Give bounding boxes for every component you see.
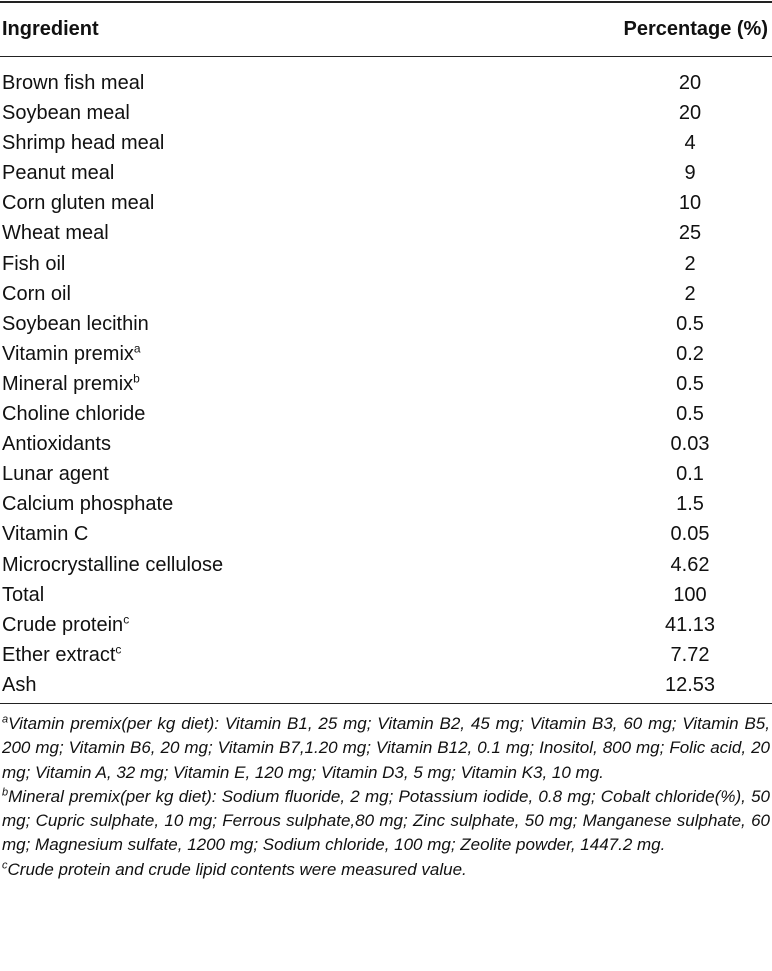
ingredient-name: Corn oil <box>2 282 71 305</box>
ingredient-name: Soybean meal <box>2 102 130 125</box>
table-row <box>0 610 772 640</box>
footnote-text: Crude protein and crude lipid contents were measured value. <box>7 859 467 879</box>
percentage-value: 0.5 <box>676 372 704 395</box>
table-row <box>0 218 772 248</box>
percentage-value: 2 <box>684 252 696 275</box>
ingredient-name: Vitamin premix$^a$ <box>2 341 141 365</box>
table-row <box>0 128 772 158</box>
percentage-value: 20 <box>678 102 702 125</box>
footnote-mark: b <box>2 786 9 799</box>
footnote-marker: b <box>133 371 140 386</box>
percentage-value: 41.13 <box>664 613 716 636</box>
percentage-value: 0.5 <box>676 312 704 335</box>
ingredient-name: Ether extract$^c$ <box>2 642 122 666</box>
ingredient-name: Antioxidants <box>2 433 111 456</box>
footnote-text: Mineral premix(per kg diet): Sodium fluoride, 2 mg; Potassium iodide, 0.8 mg; Cobalt chloride(%), 50 mg; Cupric sulphate, 10 mg; Ferrous sulphate,80 mg; Zinc sulphate, 50 mg; Manganese sulphate, 60 mg; Magnesium sulfate, 1200 mg; Sodium chloride, 100 mg; Zeolite powder, 1447.2 mg. <box>2 786 770 855</box>
ingredient-name: Microcrystalline cellulose <box>2 553 224 576</box>
footnote-marker: a <box>133 341 141 356</box>
ingredient-name: Ash <box>2 673 37 696</box>
percentage-value: 7.72 <box>670 643 710 666</box>
table-row <box>0 68 772 98</box>
table-row <box>0 279 772 309</box>
percentage-value: 1.5 <box>676 493 704 516</box>
ingredient-name: Calcium phosphate <box>2 493 174 516</box>
percentage-value: 20 <box>678 72 702 94</box>
percentage-value: 0.05 <box>670 523 710 546</box>
ingredient-name: Choline chloride <box>2 403 146 426</box>
table-body <box>0 68 772 700</box>
table-row <box>0 188 772 218</box>
ingredient-name: Lunar agent <box>2 463 109 486</box>
table-top-rule <box>0 1 772 3</box>
table-row <box>0 640 772 670</box>
percentage-value: 2 <box>684 282 696 305</box>
percentage-value: 10 <box>678 192 702 215</box>
ingredient-name: Corn gluten meal <box>2 192 155 215</box>
footnotes <box>2 712 770 882</box>
table-bottom-rule <box>0 703 772 704</box>
ingredient-name: Mineral premix$^b$ <box>2 371 140 395</box>
table-row <box>0 339 772 369</box>
ingredient-name: Vitamin C <box>2 523 89 546</box>
footnote-a <box>2 712 770 785</box>
ingredient-name: Wheat meal <box>2 222 109 245</box>
percentage-value: 9 <box>684 162 696 185</box>
percentage-value: 4 <box>684 132 696 155</box>
footnote-b <box>2 785 770 858</box>
table-row <box>0 369 772 399</box>
ingredient-name: Fish oil <box>2 252 66 275</box>
table-row <box>0 580 772 610</box>
header-percentage: Percentage (%) <box>623 18 768 40</box>
percentage-value: 0.5 <box>676 403 704 426</box>
table-row <box>0 158 772 188</box>
table-row <box>0 550 772 580</box>
header-ingredient: Ingredient <box>2 18 99 40</box>
ingredient-name: Brown fish meal <box>2 72 145 94</box>
percentage-value: 4.62 <box>670 553 710 576</box>
table-row <box>0 429 772 459</box>
table-row <box>0 670 772 700</box>
ingredient-name: Total <box>2 583 45 606</box>
percentage-value: 25 <box>678 222 702 245</box>
ingredient-name: Crude protein$^c$ <box>2 612 130 636</box>
table-row <box>0 249 772 279</box>
percentage-value: 0.2 <box>676 342 704 365</box>
table-row <box>0 519 772 549</box>
footnote-text: Vitamin premix(per kg diet): Vitamin B1, 25 mg; Vitamin B2, 45 mg; Vitamin B3, 60 mg; Vitamin B5, 200 mg; Vitamin B6, 20 mg; Vitamin B7,1.20 mg; Vitamin B12, 0.1 mg; Inositol, 800 mg; Folic acid, 20 mg; Vitamin A, 32 mg; Vitamin E, 120 mg; Vitamin D3, 5 mg; Vitamin K3, 10 mg. <box>2 714 770 782</box>
footnote-c <box>2 858 770 882</box>
ingredient-name: Soybean lecithin <box>2 312 149 335</box>
table-row <box>0 459 772 489</box>
table-header-rule <box>0 56 772 57</box>
percentage-value: 0.1 <box>676 463 704 486</box>
table-row <box>0 98 772 128</box>
table-header <box>0 10 772 50</box>
footnote-marker: c <box>115 642 122 657</box>
table-row <box>0 399 772 429</box>
percentage-value: 0.03 <box>670 433 710 456</box>
ingredient-name: Peanut meal <box>2 162 115 185</box>
footnote-mark: c <box>2 859 8 872</box>
percentage-value: 12.53 <box>664 673 716 696</box>
table-row <box>0 309 772 339</box>
table-row <box>0 489 772 519</box>
ingredient-name: Shrimp head meal <box>2 132 165 155</box>
percentage-value: 100 <box>673 583 707 606</box>
footnote-marker: c <box>123 612 130 627</box>
footnote-mark: a <box>2 713 9 726</box>
